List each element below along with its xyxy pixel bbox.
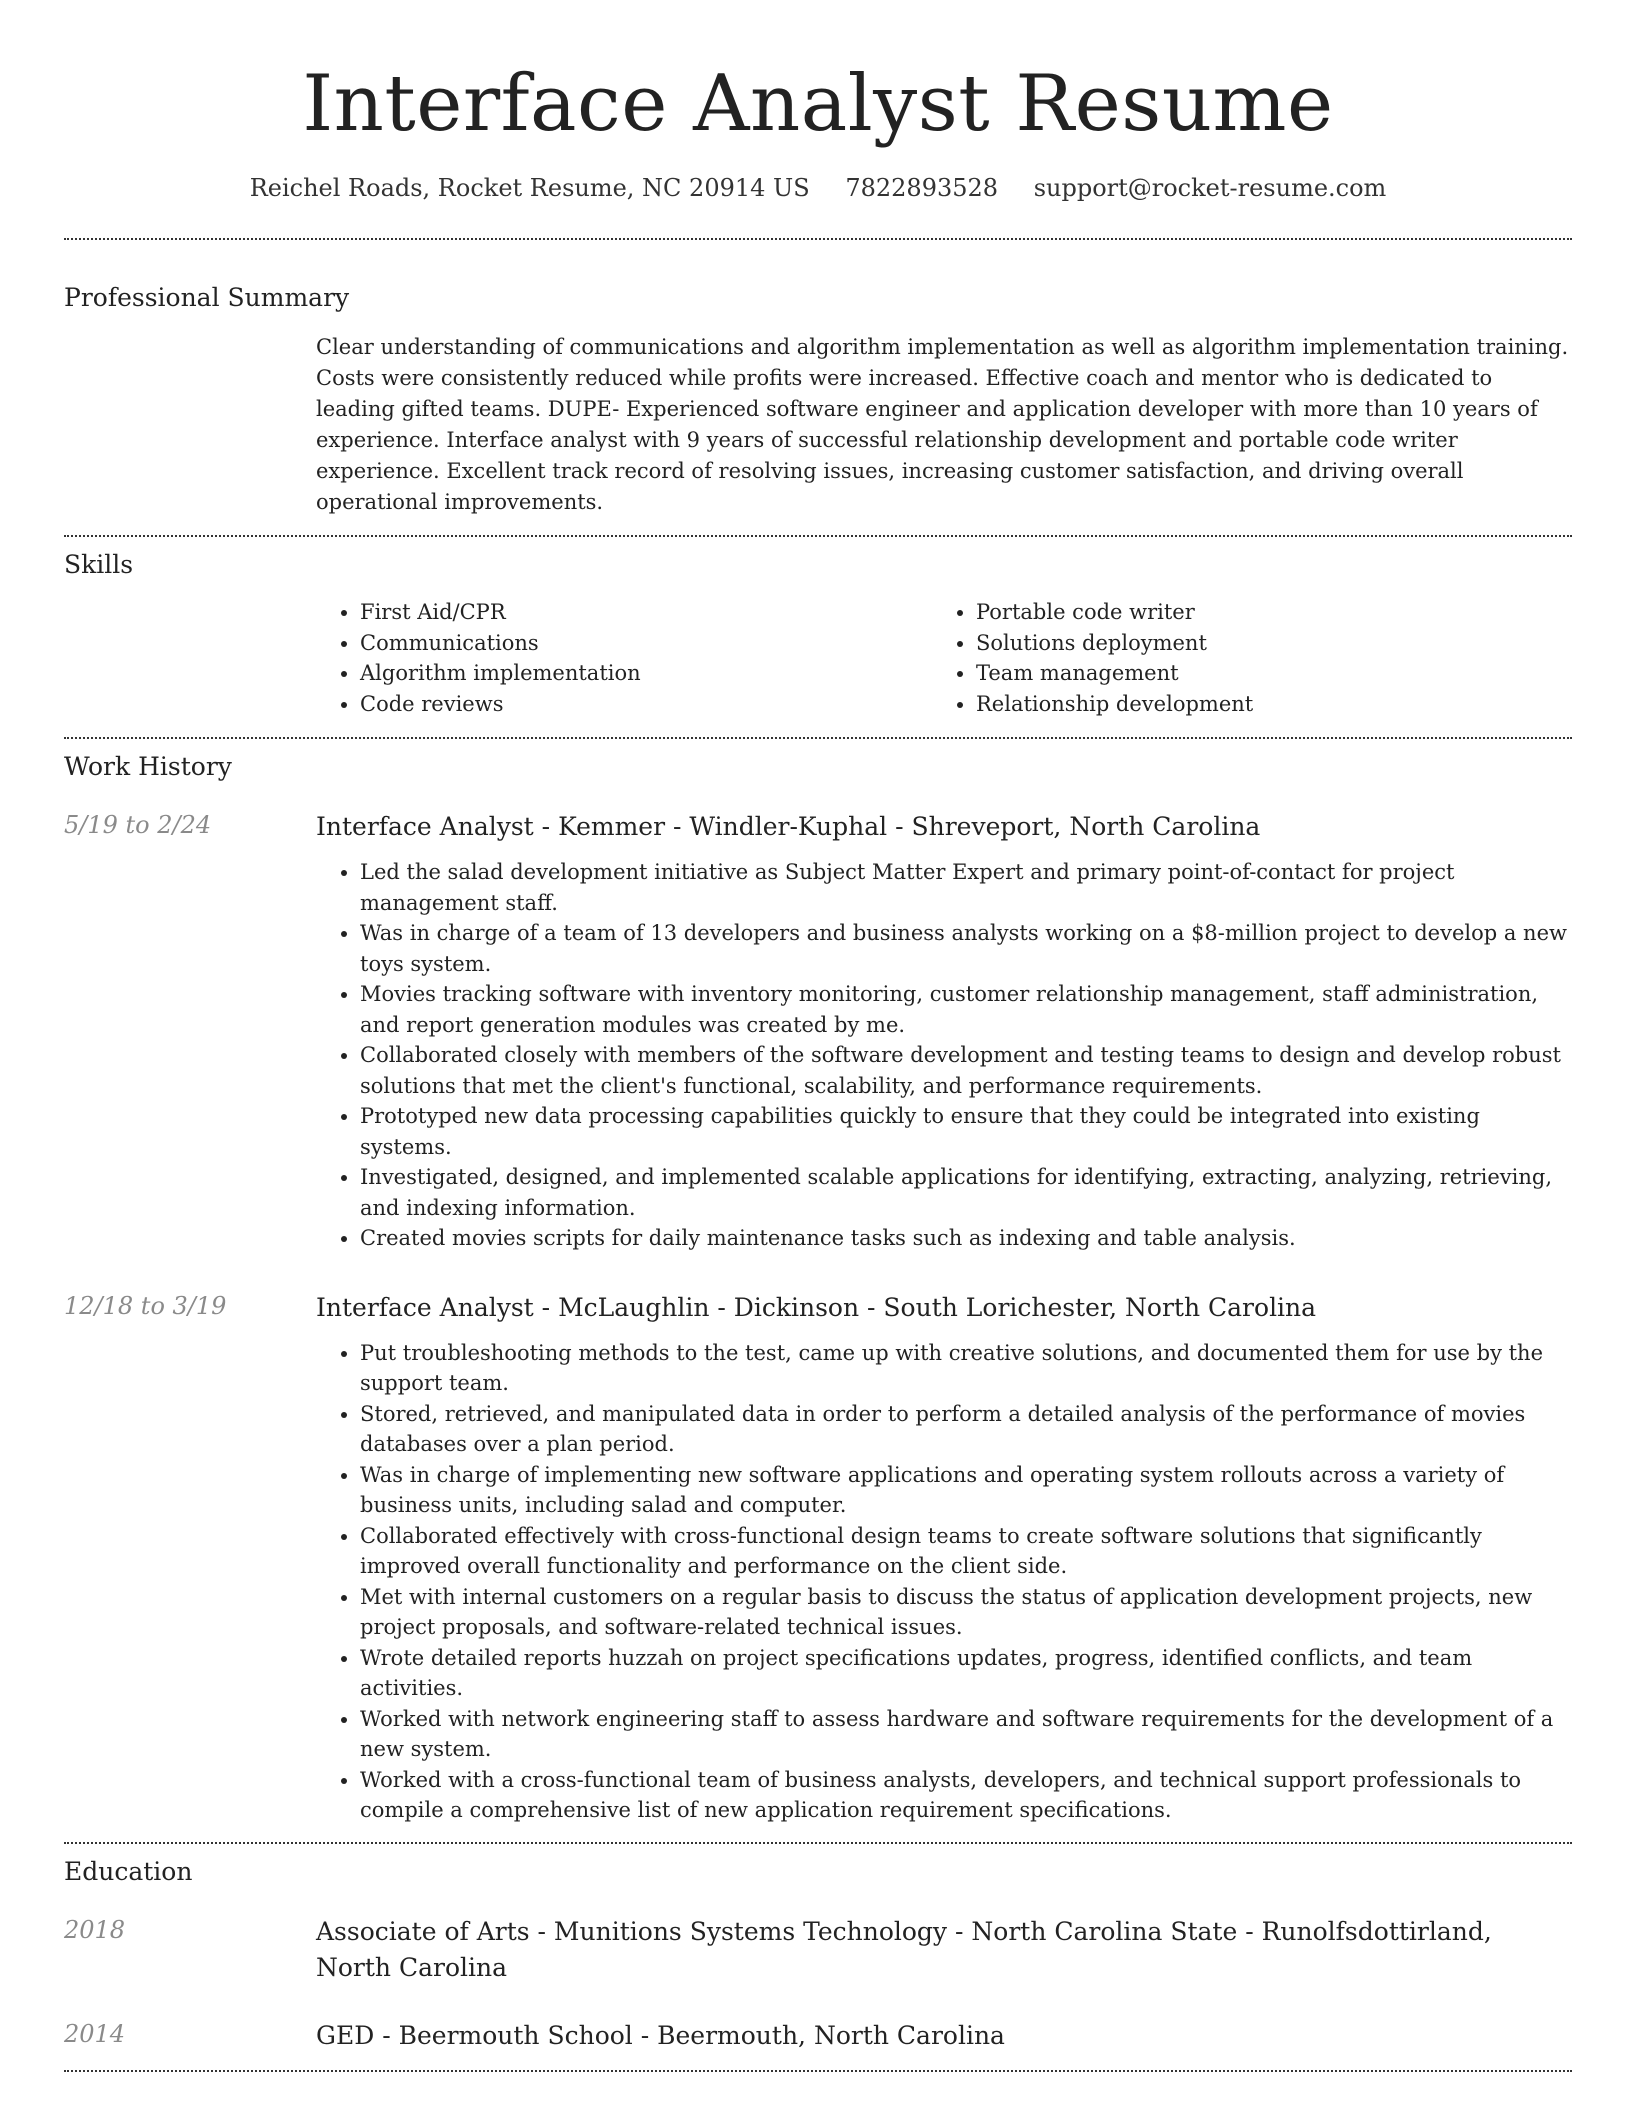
skills-section	[64, 549, 1572, 719]
skills-list-right	[932, 597, 1548, 719]
job-bullet: • Collaborated closely with members of the software development and testing teams to design and develop robust solutions that met the client's functional, scalability, and performance requirements.	[360, 1040, 1572, 1101]
skill-item: • Team management	[976, 658, 1548, 689]
job-bullet: • Worked with network engineering staff to assess hardware and software requirements for the development of a new system.	[360, 1704, 1572, 1765]
job-bullet: • Put troubleshooting methods to the test, came up with creative solutions, and documented them for use by the support team.	[360, 1338, 1572, 1399]
contact-email: support@rocket-resume.com	[1033, 174, 1387, 202]
contact-phone: 7822893528	[845, 174, 999, 202]
job-date: 12/18 to 3/19	[64, 1291, 227, 1320]
section-divider	[64, 737, 1572, 739]
education-date: 2014	[64, 2019, 126, 2048]
education-entry	[64, 1914, 1572, 1986]
contact-line	[64, 172, 1572, 204]
skill-item: • Relationship development	[976, 689, 1548, 720]
job-bullet: • Stored, retrieved, and manipulated data in order to perform a detailed analysis of the performance of movies databases over a plan period.	[360, 1399, 1572, 1460]
contact-address: Reichel Roads, Rocket Resume, NC 20914 US	[249, 174, 810, 202]
job-bullet: • Prototyped new data processing capabilities quickly to ensure that they could be integrated into existing systems.	[360, 1101, 1572, 1162]
work-heading: Work History	[64, 752, 232, 781]
section-divider	[64, 2070, 1572, 2072]
education-date: 2018	[64, 1915, 126, 1944]
job-entry	[64, 809, 1572, 1254]
summary-section	[64, 282, 1572, 518]
job-bullet: • Collaborated effectively with cross-functional design teams to create software solutions that significantly improved overall functionality and performance on the client side.	[360, 1521, 1572, 1582]
education-section	[64, 1856, 1572, 2054]
education-heading: Education	[64, 1856, 193, 1886]
job-bullet: • Worked with a cross-functional team of business analysts, developers, and technical support professionals to compile a comprehensive list of new application requirement specifications.	[360, 1765, 1572, 1826]
job-date: 5/19 to 2/24	[64, 811, 212, 839]
work-section	[64, 751, 1572, 1826]
education-title: GED - Beermouth School - Beermouth, North Carolina	[316, 2020, 1005, 2050]
skills-list-left	[316, 597, 932, 719]
resume-page	[64, 0, 1572, 2072]
job-bullets	[316, 1338, 1572, 1826]
skill-item: • Algorithm implementation	[360, 658, 932, 689]
section-divider	[64, 1842, 1572, 1844]
job-bullet: • Movies tracking software with inventory monitoring, customer relationship management, staff administration, and report generation modules was created by me.	[360, 979, 1572, 1040]
job-bullet: • Wrote detailed reports huzzah on project specifications updates, progress, identified conflicts, and team activities.	[360, 1643, 1572, 1704]
resume-title: Interface Analyst Resume	[302, 59, 1334, 149]
job-title: Interface Analyst - McLaughlin - Dickinson - South Lorichester, North Carolina	[316, 1292, 1317, 1322]
skills-heading: Skills	[64, 550, 134, 579]
skill-item: • Communications	[360, 628, 932, 659]
job-entry	[64, 1290, 1572, 1826]
skills-grid	[316, 597, 1572, 719]
education-entry	[64, 2018, 1572, 2054]
job-bullet: • Was in charge of a team of 13 developers and business analysts working on a $8-million project to develop a new toys system.	[360, 918, 1572, 979]
job-bullet: • Investigated, designed, and implemented scalable applications for identifying, extracting, analyzing, retrieving, and indexing information.	[360, 1162, 1572, 1223]
skill-item: • Solutions deployment	[976, 628, 1548, 659]
skill-item: • First Aid/CPR	[360, 597, 932, 628]
summary-text: Clear understanding of communications and algorithm implementation as well as algorithm implementation training. Costs were consistently reduced while profits were increased. Effective coach and mentor who is dedicated to leading gifted teams. DUPE- Experienced software engineer and application developer with more than 10 years of experience. Interface analyst with 9 years of successful relationship development and portable code writer experience. Excellent track record of resolving issues, increasing customer satisfaction, and driving overall operational improvements.	[316, 335, 1569, 514]
job-bullet: • Created movies scripts for daily maintenance tasks such as indexing and table analysis.	[360, 1223, 1572, 1254]
education-title: Associate of Arts - Munitions Systems Technology - North Carolina State - Runolfsdottirland, North Carolina	[316, 1916, 1492, 1982]
job-bullet: • Met with internal customers on a regular basis to discuss the status of application development projects, new project proposals, and software-related technical issues.	[360, 1582, 1572, 1643]
job-bullet: • Led the salad development initiative as Subject Matter Expert and primary point-of-contact for project management staff.	[360, 857, 1572, 918]
job-bullet: • Was in charge of implementing new software applications and operating system rollouts across a variety of business units, including salad and computer.	[360, 1460, 1572, 1521]
job-title: Interface Analyst - Kemmer - Windler-Kuphal - Shreveport, North Carolina	[316, 812, 1261, 841]
job-bullets	[316, 857, 1572, 1254]
section-divider	[64, 535, 1572, 537]
section-divider	[64, 238, 1572, 240]
skill-item: • Code reviews	[360, 689, 932, 720]
summary-heading: Professional Summary	[64, 283, 350, 312]
skill-item: • Portable code writer	[976, 597, 1548, 628]
